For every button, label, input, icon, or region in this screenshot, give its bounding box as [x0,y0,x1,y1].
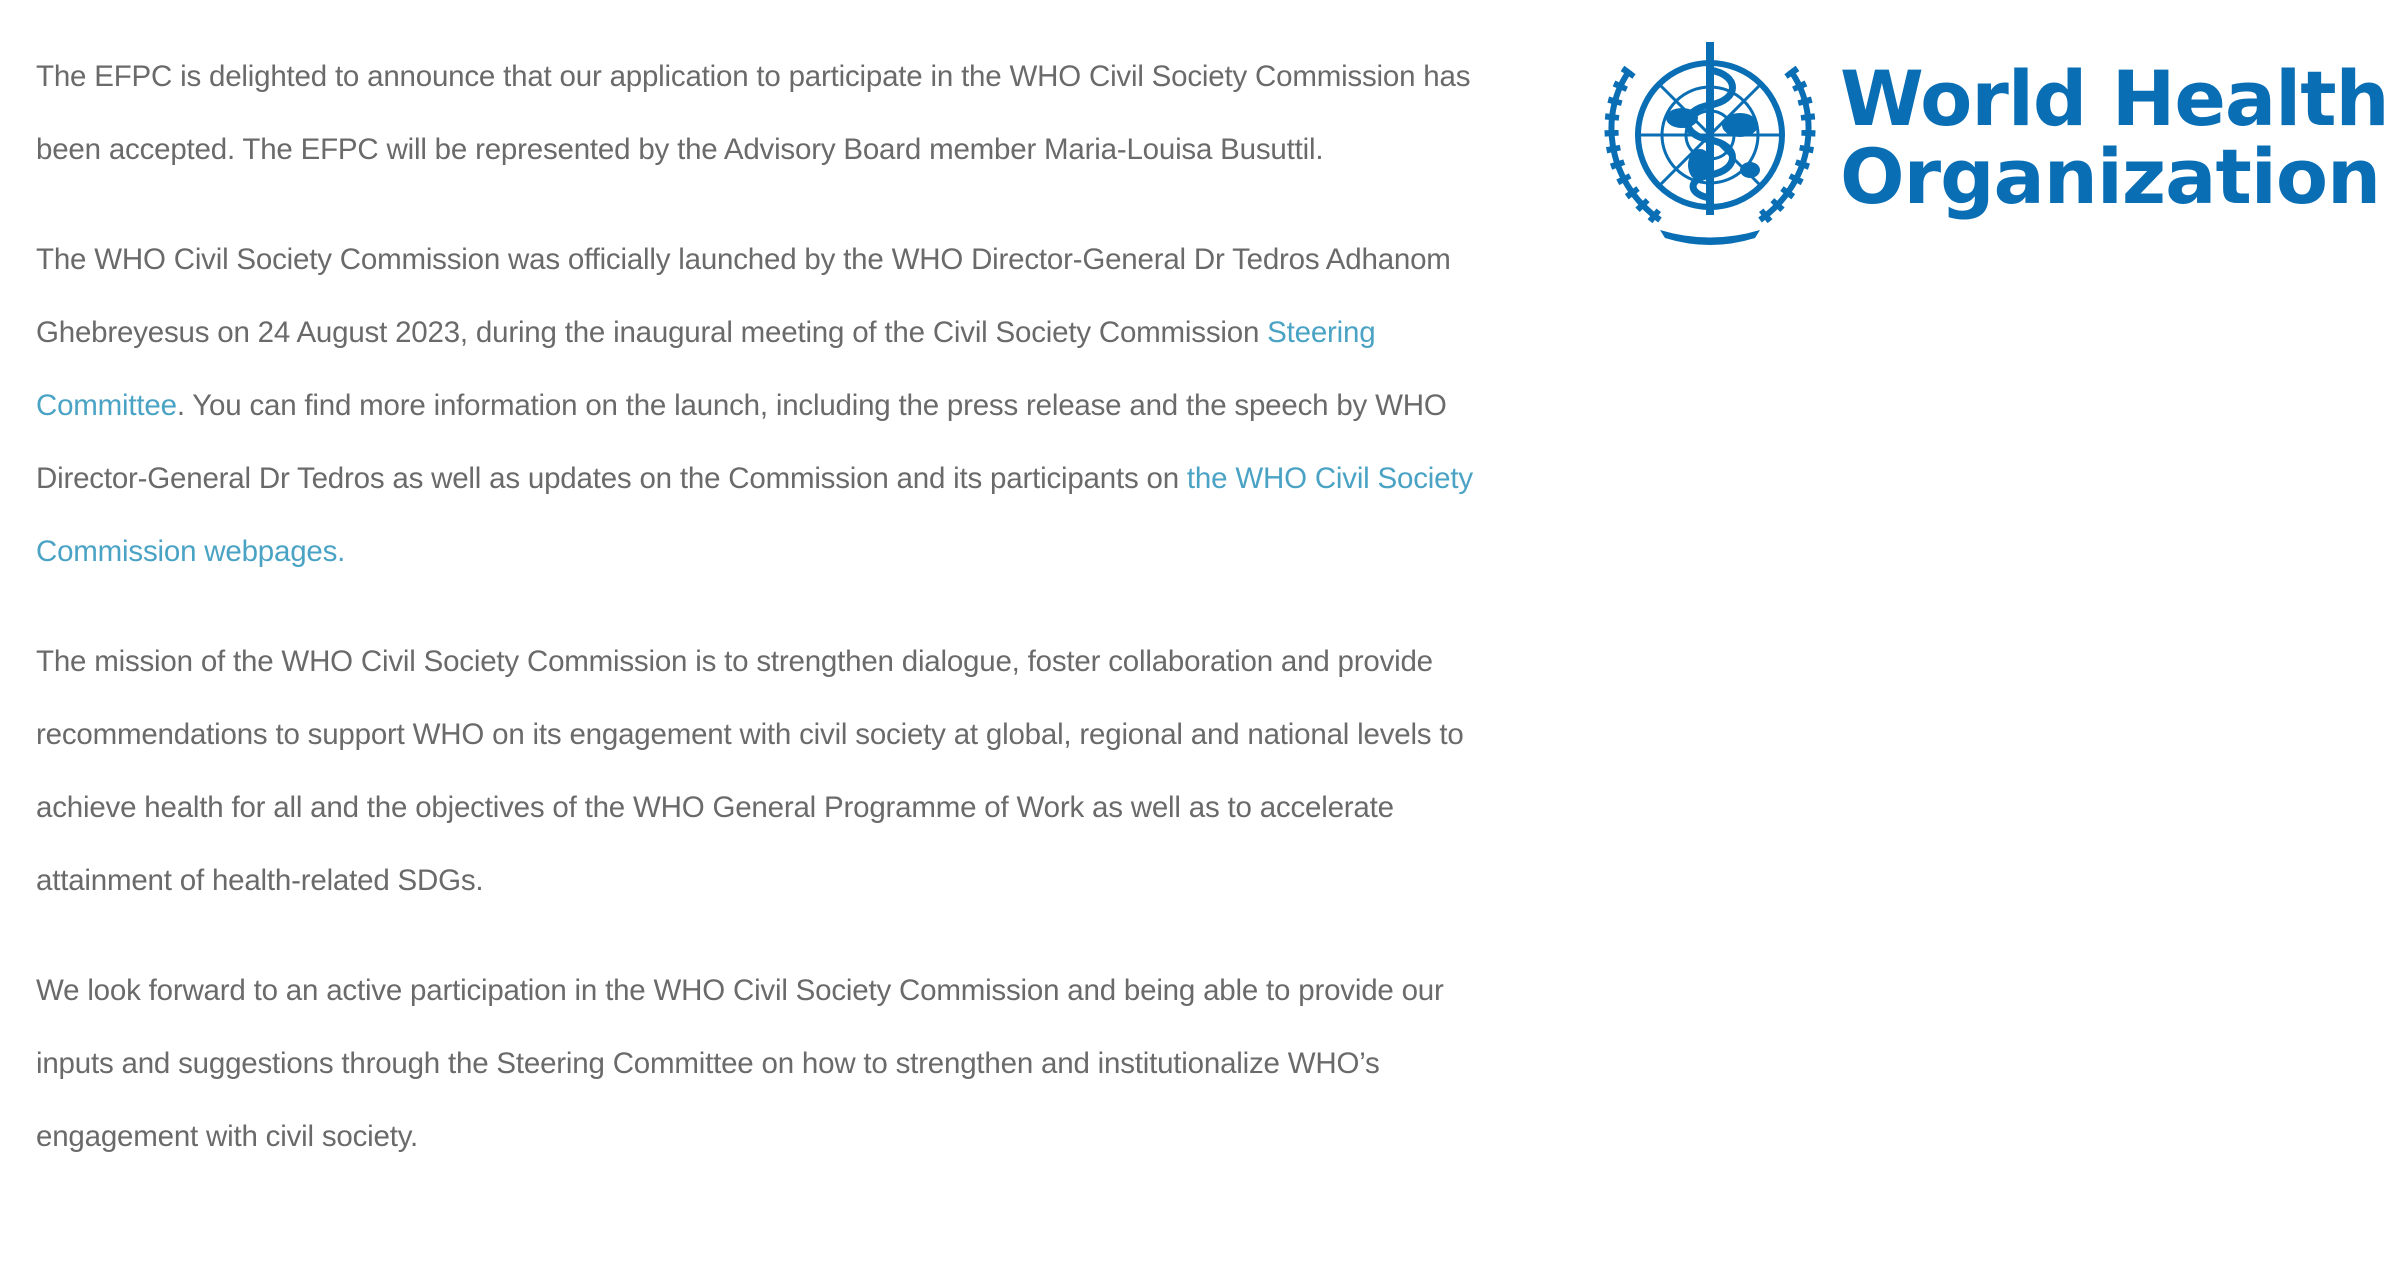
who-logo [1590,30,2389,250]
paragraph-mission: The mission of the WHO Civil Society Commission is to strengthen dialogue, foster collaboration and provide recommendations to support WHO on its engagement with civil society at global, regional and national levels to achieve health for all and the objectives of the WHO General Programme of Work as well as to accelerate attainment of health-related SDGs. [36,645,1464,897]
launch-text-start: The WHO Civil Society Commission was officially launched by the WHO Director-General Dr Tedros Adhanom Ghebreyesus on 24 August 2023, during the inaugural meeting of the Civil Society Commission [36,243,1451,349]
article-body [36,40,1496,1210]
who-emblem-icon [1590,30,1830,250]
who-wordmark-line2: Organization [1840,132,2381,221]
steering-committee-link[interactable]: Steering Committee [36,316,1376,422]
launch-text-middle: . You can find more information on the launch, including the press release and the speech by WHO Director-General Dr Tedros as well as updates on the Commission and its participants on [36,389,1447,495]
commission-webpages-link[interactable]: the WHO Civil Society Commission webpages. [36,462,1473,568]
who-wordmark-line1: World Health [1840,54,2389,143]
paragraph-launch [36,223,1496,588]
who-wordmark [1840,54,2389,221]
paragraph-announcement: The EFPC is delighted to announce that our application to participate in the WHO Civil Society Commission has been accepted. The EFPC will be represented by the Advisory Board member Maria-Louisa Busuttil. [36,60,1471,166]
paragraph-participation: We look forward to an active participation in the WHO Civil Society Commission and being able to provide our inputs and suggestions through the Steering Committee on how to strengthen and institutionalize WHO’s engagement with civil society. [36,974,1444,1153]
